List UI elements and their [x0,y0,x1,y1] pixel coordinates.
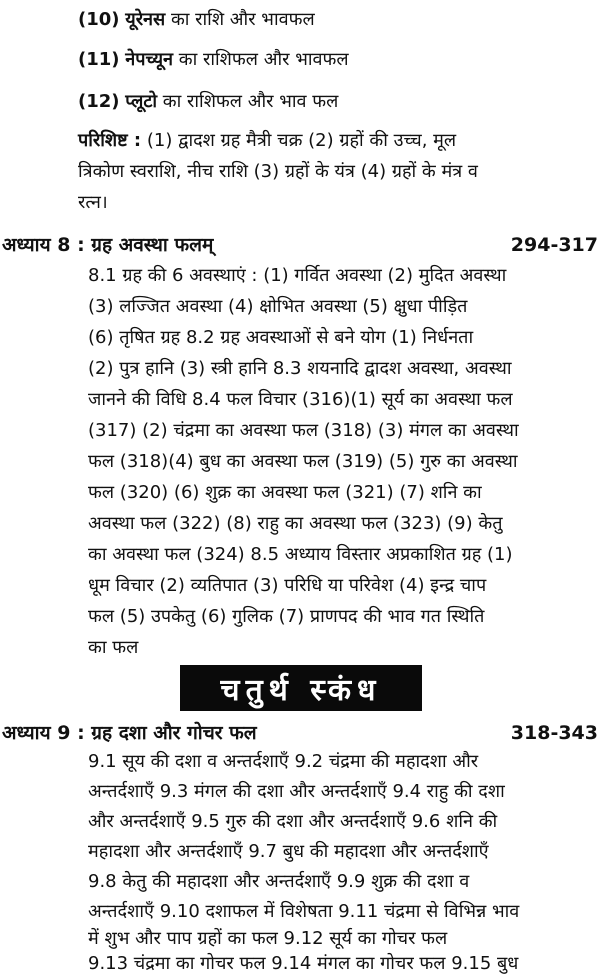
banner-text: चतुर्थ स्कंध [220,672,382,708]
item-10 [78,6,315,34]
chapter-9-line: 9.8 केतु की महादशा और अन्तर्दशाएँ 9.9 शुक्र की दशा व [88,871,470,892]
chapter-title: अध्याय 9 : ग्रह दशा और गोचर फल [2,722,257,744]
page-range: 318-343 [510,722,598,744]
chapter-8-line: (317) (2) चंद्रमा का अवस्था फल (318) (3) मंगल का अवस्था [88,420,519,441]
section-banner [180,665,422,711]
planet-name: प्लूटो [125,91,158,112]
chapter-9-line: अन्तर्दशाएँ 9.3 मंगल की दशा और अन्तर्दशाएँ 9.4 राहु की दशा [88,781,505,802]
appendix-label: परिशिष्ट : [78,130,142,151]
chapter-8-line: जानने की विधि 8.4 फल विचार (316)(1) सूर्य का अवस्था फल [88,389,513,410]
chapter-8-line: (6) तृषित ग्रह 8.2 ग्रह अवस्थाओं से बने योग (1) निर्धनता [88,327,474,348]
item-text: का राशि और भावफल [170,9,315,30]
chapter-9-line: में शुभ और पाप ग्रहों का फल 9.12 सूर्य का गोचर फल [88,928,448,949]
item-text: का राशिफल और भावफल [178,49,349,70]
chapter-9-line: 9.1 सूय की दशा व अन्तर्दशाएँ 9.2 चंद्रमा की महादशा और [88,751,479,772]
item-number: (11) [78,49,120,70]
page-range: 294-317 [510,234,598,256]
chapter-8-line: (3) लज्जित अवस्था (4) क्षोभित अवस्था (5) क्षुधा पीड़ित [88,296,468,317]
chapter-8-line: फल (320) (6) शुक्र का अवस्था फल (321) (7) शनि का [88,482,482,503]
item-number: (10) [78,9,120,30]
chapter-8-line: अवस्था फल (322) (8) राहु का अवस्था फल (323) (9) केतु [88,513,503,534]
chapter-8-line: 8.1 ग्रह की 6 अवस्थाएं : (1) गर्वित अवस्था (2) मुदित अवस्था [88,265,507,286]
chapter-9-line: महादशा और अन्तर्दशाएँ 9.7 बुध की महादशा और अन्तर्दशाएँ [88,841,489,862]
item-12 [78,88,338,116]
planet-name: यूरेनस [125,9,166,30]
chapter-8-line: (2) पुत्र हानि (3) स्त्री हानि 8.3 शयनादि द्वादश अवस्था, अवस्था [88,358,512,379]
appendix-line-3: रत्न। [78,192,108,213]
appendix-line-1 [78,127,456,155]
chapter-title: अध्याय 8 : ग्रह अवस्था फलम् [2,234,214,256]
chapter-8-line: का फल [88,637,139,658]
chapter-9-line: और अन्तर्दशाएँ 9.5 गुरु की दशा और अन्तर्दशाएँ 9.6 शनि की [88,811,498,832]
item-text: का राशिफल और भाव फल [162,91,339,112]
chapter-9-line: 9.13 चंद्रमा का गोचर फल 9.14 मंगल का गोचर फल 9.15 बुध [88,953,519,974]
item-number: (12) [78,91,120,112]
chapter-8-line: फल (5) उपकेतु (6) गुलिक (7) प्राणपद की भाव गत स्थिति [88,606,485,627]
appendix-line-2: त्रिकोण स्वराशि, नीच राशि (3) ग्रहों के यंत्र (4) ग्रहों के मंत्र व [78,161,478,182]
chapter-8-line: का अवस्था फल (324) 8.5 अध्याय विस्तार अप्रकाशित ग्रह (1) [88,544,513,565]
chapter-8-line: धूम विचार (2) व्यतिपात (3) परिधि या परिवेश (4) इन्द्र चाप [88,575,487,596]
item-11 [78,46,349,74]
chapter-8-line: फल (318)(4) बुध का अवस्था फल (319) (5) गुरु का अवस्था [88,451,518,472]
appendix-text: (1) द्वादश ग्रह मैत्री चक्र (2) ग्रहों की उच्च, मूल [146,130,457,151]
planet-name: नेपच्यून [125,49,174,70]
chapter-9-line: अन्तर्दशाएँ 9.10 दशाफल में विशेषता 9.11 चंद्रमा से विभिन्न भाव [88,901,520,922]
